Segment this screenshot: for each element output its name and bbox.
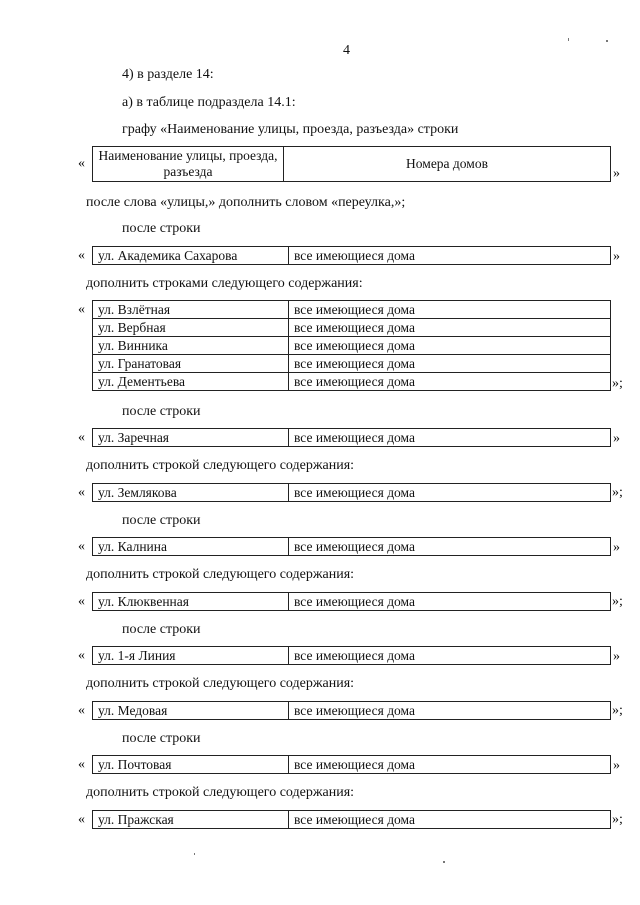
street-cell: ул. Почтовая <box>93 756 289 774</box>
street-table <box>92 300 611 391</box>
add-row-label: дополнить строкой следующего содержания: <box>86 785 355 800</box>
table-row <box>93 373 611 391</box>
table-row <box>93 702 611 720</box>
open-quote: « <box>78 485 85 500</box>
close-quote: »; <box>612 485 623 500</box>
street-table <box>92 246 611 265</box>
street-cell: ул. Клюквенная <box>93 593 289 611</box>
houses-cell: все имеющиеся дома <box>289 373 611 391</box>
amendment-text: после слова «улицы,» дополнить словом «переулка,»; <box>86 195 406 210</box>
open-quote: « <box>78 248 85 263</box>
street-table <box>92 592 611 611</box>
open-quote: « <box>78 539 85 554</box>
after-row-label: после строки <box>122 731 201 746</box>
houses-cell: все имеющиеся дома <box>289 756 611 774</box>
open-quote: « <box>78 594 85 609</box>
table-row <box>93 337 611 355</box>
close-quote: »; <box>612 703 623 718</box>
page-number: 4 <box>343 43 350 58</box>
houses-cell: все имеющиеся дома <box>289 337 611 355</box>
close-quote: »; <box>612 376 623 391</box>
open-quote: « <box>78 703 85 718</box>
street-cell: ул. Калнина <box>93 538 289 556</box>
street-table <box>92 755 611 774</box>
open-quote: « <box>78 812 85 827</box>
table-row <box>93 647 611 665</box>
scan-mark <box>443 861 445 863</box>
street-table <box>92 537 611 556</box>
table-row <box>93 811 611 829</box>
table-row <box>93 301 611 319</box>
street-cell: ул. Дементьева <box>93 373 289 391</box>
after-row-label: после строки <box>122 404 201 419</box>
add-row-label: дополнить строкой следующего содержания: <box>86 676 355 691</box>
houses-cell: все имеющиеся дома <box>289 319 611 337</box>
street-table <box>92 483 611 502</box>
houses-cell: все имеющиеся дома <box>289 811 611 829</box>
house-numbers-header: Номера домов <box>284 147 611 182</box>
table-row <box>93 147 611 182</box>
add-rows-label: дополнить строками следующего содержания: <box>86 276 363 291</box>
street-cell: ул. Винника <box>93 337 289 355</box>
street-cell: ул. Пражская <box>93 811 289 829</box>
subsection-item: а) в таблице подраздела 14.1: <box>122 95 296 110</box>
after-row-label: после строки <box>122 513 201 528</box>
street-cell: ул. Заречная <box>93 429 289 447</box>
add-row-label: дополнить строкой следующего содержания: <box>86 567 355 582</box>
open-quote: « <box>78 156 85 171</box>
table-row <box>93 756 611 774</box>
close-quote: » <box>613 758 620 773</box>
open-quote: « <box>78 757 85 772</box>
close-quote: » <box>613 249 620 264</box>
scan-mark <box>606 40 608 42</box>
table-row <box>93 247 611 265</box>
houses-cell: все имеющиеся дома <box>289 247 611 265</box>
after-row-label: после строки <box>122 221 201 236</box>
table-row <box>93 319 611 337</box>
close-quote: » <box>613 540 620 555</box>
header-table <box>92 146 611 182</box>
street-cell: ул. 1-я Линия <box>93 647 289 665</box>
houses-cell: все имеющиеся дома <box>289 355 611 373</box>
houses-cell: все имеющиеся дома <box>289 593 611 611</box>
street-cell: ул. Вербная <box>93 319 289 337</box>
add-row-label: дополнить строкой следующего содержания: <box>86 458 355 473</box>
scan-mark <box>568 38 569 41</box>
street-table <box>92 428 611 447</box>
street-cell: ул. Академика Сахарова <box>93 247 289 265</box>
table-row <box>93 593 611 611</box>
street-table <box>92 646 611 665</box>
houses-cell: все имеющиеся дома <box>289 647 611 665</box>
table-row <box>93 355 611 373</box>
street-cell: ул. Медовая <box>93 702 289 720</box>
street-table <box>92 810 611 829</box>
graph-instruction: графу «Наименование улицы, проезда, разъезда» строки <box>122 122 459 137</box>
houses-cell: все имеющиеся дома <box>289 702 611 720</box>
houses-cell: все имеющиеся дома <box>289 484 611 502</box>
houses-cell: все имеющиеся дома <box>289 429 611 447</box>
table-row <box>93 429 611 447</box>
close-quote: » <box>613 649 620 664</box>
close-quote: »; <box>612 812 623 827</box>
close-quote: » <box>613 431 620 446</box>
street-name-header: Наименование улицы, проезда, разъезда <box>93 147 284 182</box>
street-cell: ул. Гранатовая <box>93 355 289 373</box>
scan-mark <box>194 853 195 855</box>
table-row <box>93 538 611 556</box>
street-cell: ул. Взлётная <box>93 301 289 319</box>
close-quote: » <box>613 166 620 181</box>
houses-cell: все имеющиеся дома <box>289 301 611 319</box>
table-row <box>93 484 611 502</box>
street-table <box>92 701 611 720</box>
open-quote: « <box>78 430 85 445</box>
close-quote: »; <box>612 594 623 609</box>
section-item: 4) в разделе 14: <box>122 67 214 82</box>
street-cell: ул. Землякова <box>93 484 289 502</box>
houses-cell: все имеющиеся дома <box>289 538 611 556</box>
after-row-label: после строки <box>122 622 201 637</box>
open-quote: « <box>78 648 85 663</box>
open-quote: « <box>78 302 85 317</box>
